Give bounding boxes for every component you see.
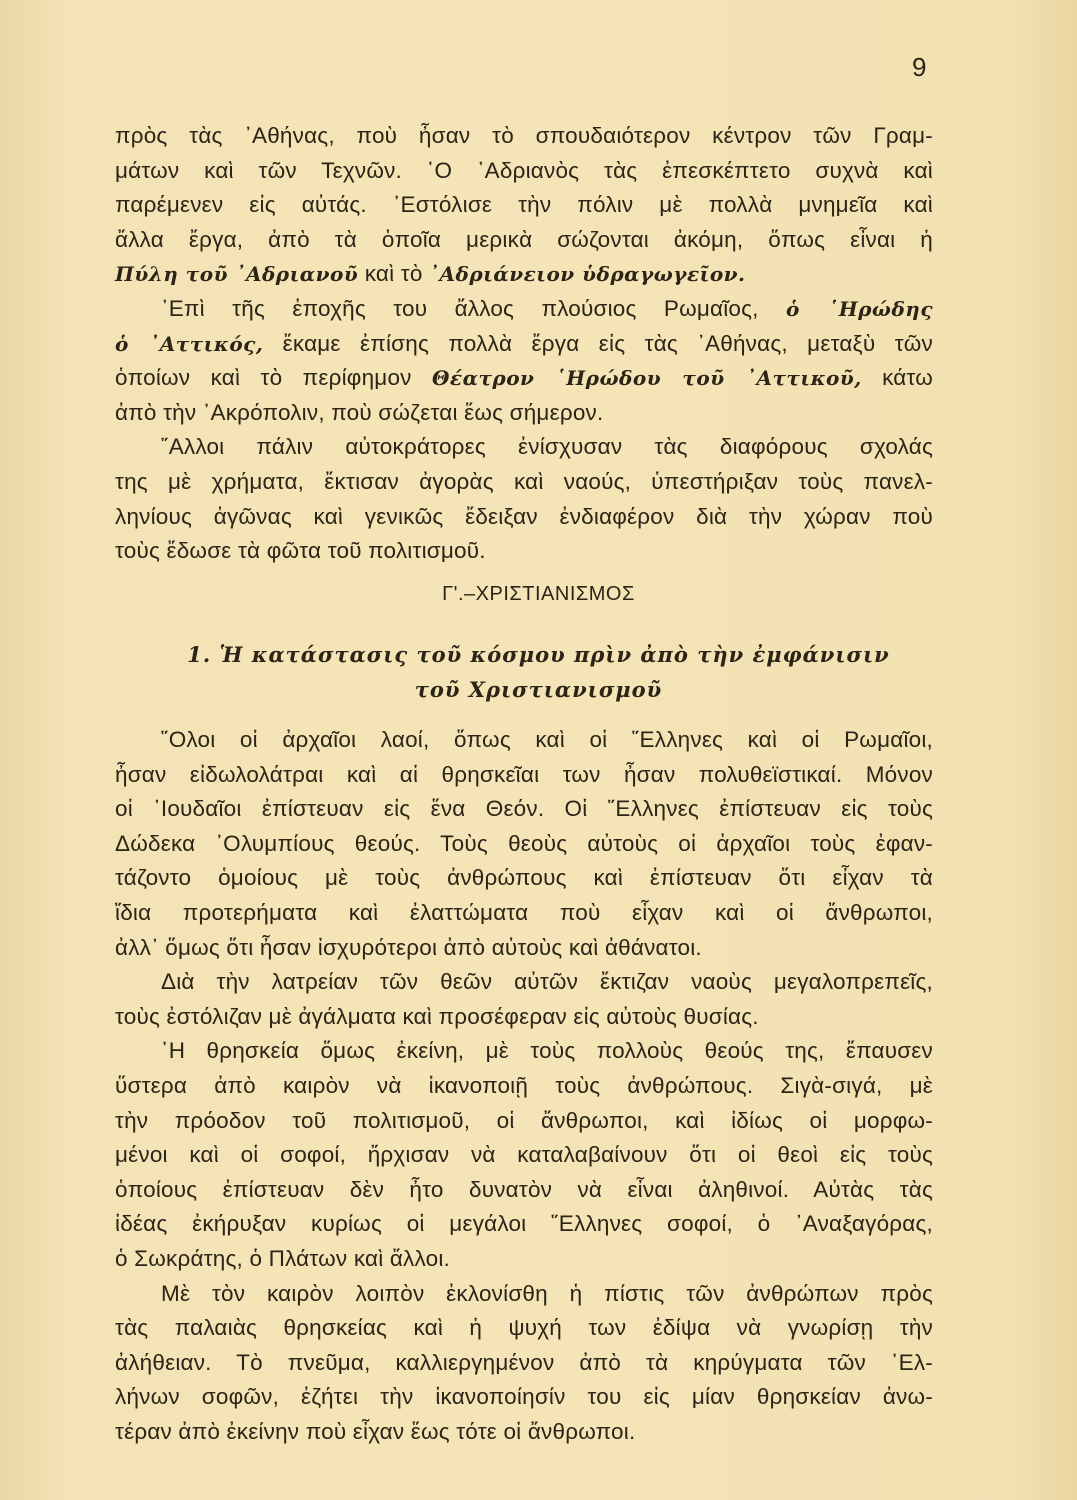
text-line [115, 330, 933, 358]
text-line [115, 934, 933, 962]
text-line [115, 795, 933, 823]
text-segment: πρὸς τὰς ᾿Αθήνας, ποὺ ἦσαν τὸ σπουδαιότερον κέντρον τῶν Γραμ- [115, 123, 933, 148]
text-segment: ὕστερα ἀπὸ καιρὸν νὰ ἱκανοποιῇ τοὺς ἀνθρώπους. Σιγὰ-σιγά, μὲ [115, 1073, 933, 1098]
text-segment: ἦσαν εἰδωλολάτραι καὶ αἱ θρησκεῖαι των ἦσαν πολυθεϊστικαί. Μόνον [115, 761, 933, 787]
text-segment: Διὰ τὴν λατρείαν τῶν θεῶν αὐτῶν ἔκτιζαν ναοὺς μεγαλοπρεπεῖς, [161, 969, 933, 995]
text-segment: καὶ τὸ [358, 261, 430, 287]
text-segment: Δώδεκα ᾿Ολυμπίους θεούς. Τοὺς θεοὺς αὐτοὺς οἱ ἀρχαῖοι τοὺς ἐφαν- [115, 830, 933, 856]
text-segment: κάτω [861, 365, 933, 391]
text-line [115, 1314, 933, 1342]
text-segment: μένοι καὶ οἱ σοφοί, ἤρχισαν νὰ καταλαβαίνουν ὅτι οἱ θεοὶ εἰς τοὺς [115, 1142, 933, 1168]
text-line [115, 1176, 933, 1204]
text-line [115, 1383, 933, 1411]
bold-term: Θέατρον ῾Ηρώδου τοῦ ᾿Αττικοῦ, [431, 366, 862, 391]
page-number: 9 [912, 52, 927, 82]
text-line [115, 295, 933, 323]
text-segment: ληνίους ἀγῶνας καὶ γενικῶς ἔδειξαν ἐνδιαφέρον διὰ τὴν χώραν ποὺ [115, 503, 933, 529]
text-line [115, 122, 933, 150]
text-segment: ἀπὸ τὴν ᾿Ακρόπολιν, ποὺ σώζεται ἕως σήμερον. [115, 399, 604, 425]
text-line [115, 537, 933, 565]
text-segment: τὰς παλαιὰς θρησκείας καὶ ἡ ψυχή των ἐδίψα νὰ γνωρίσῃ τὴν [115, 1315, 933, 1341]
text-line [115, 399, 933, 427]
chapter-title-line-2: τοῦ Χριστιανισμοῦ [414, 677, 663, 702]
text-segment: ἔκαμε ἐπίσης πολλὰ ἔργα εἰς τὰς ᾿Αθήνας, μεταξὺ τῶν [263, 330, 933, 356]
text-segment: ἄλλα ἔργα, ἀπὸ τὰ ὁποῖα μερικὰ σώζονται ἀκόμη, ὅπως εἶναι ἡ [115, 226, 933, 252]
text-segment: τάζοντο ὁμοίους μὲ τοὺς ἀνθρώπους καὶ ἐπίστευαν ὅτι εἶχαν τὰ [115, 865, 933, 891]
text-segment: παρέμενεν εἰς αὐτάς. ᾿Εστόλισε τὴν πόλιν μὲ πολλὰ μνημεῖα καὶ [115, 192, 933, 218]
chapter-title-line-1: 1. Ἡ κατάστασις τοῦ κόσμου πρὶν ἀπὸ τὴν ἐμφάνισιν [187, 642, 890, 667]
text-line [115, 503, 933, 531]
text-segment: ἴδια προτερήματα καὶ ἐλαττώματα ποὺ εἶχαν καὶ οἱ ἄνθρωποι, [115, 900, 933, 925]
text-segment: της μὲ χρήματα, ἔκτισαν ἀγορὰς καὶ ναούς, ὑπεστήριξαν τοὺς πανελ- [115, 469, 933, 494]
text-line [115, 761, 933, 789]
text-segment: ὁποίους ἐπίστευαν δὲν ἦτο δυνατὸν νὰ εἶναι ἀληθινοί. Αὐτὰς τὰς [115, 1176, 933, 1202]
text-line [115, 1141, 933, 1169]
text-segment: τὴν πρόοδον τοῦ πολιτισμοῦ, οἱ ἄνθρωποι, καὶ ἰδίως οἱ μορφω- [115, 1107, 933, 1133]
text-line [115, 226, 933, 254]
text-line [115, 157, 933, 185]
text-line [115, 1245, 933, 1273]
text-line [115, 1418, 933, 1446]
text-line [115, 1210, 933, 1238]
text-segment: ὁποίων καὶ τὸ περίφημον [115, 365, 432, 391]
text-segment: ἰδέας ἐκήρυξαν κυρίως οἱ μεγάλοι ῞Ελληνες σοφοί, ὁ ᾿Αναξαγόρας, [115, 1211, 933, 1237]
text-segment: λήνων σοφῶν, ἐζήτει τὴν ἱκανοποίησίν του εἰς μίαν θρησκείαν ἀνω- [115, 1384, 933, 1410]
text-segment: ὁ Σωκράτης, ὁ Πλάτων καὶ ἄλλοι. [115, 1246, 450, 1271]
text-line [115, 191, 933, 219]
bold-term: ᾿Αδριάνειον ὑδραγωγεῖον. [429, 262, 746, 287]
text-line [115, 1280, 933, 1308]
text-line [115, 1037, 933, 1065]
text-segment: οἱ ᾿Ιουδαῖοι ἐπίστευαν εἰς ἕνα Θεόν. Οἱ ῞Ελληνες ἐπίστευαν εἰς τοὺς [115, 796, 933, 822]
text-line [115, 864, 933, 892]
text-segment: ᾿Επὶ τῆς ἐποχῆς του ἄλλος πλούσιος Ρωμαῖος, [161, 296, 786, 321]
text-segment: τοὺς ἔδωσε τὰ φῶτα τοῦ πολιτισμοῦ. [115, 538, 486, 564]
bold-term: ὁ ᾿Αττικός, [115, 331, 264, 356]
text-segment: Μὲ τὸν καιρὸν λοιπὸν ἐκλονίσθη ἡ πίστις τῶν ἀνθρώπων πρὸς [161, 1280, 933, 1306]
text-line [115, 1072, 933, 1100]
text-line [115, 1107, 933, 1135]
text-line [115, 1349, 933, 1377]
text-segment: τέραν ἀπὸ ἐκείνην ποὺ εἶχαν ἕως τότε οἱ ἄνθρωποι. [115, 1419, 636, 1444]
text-segment: ῎Αλλοι πάλιν αὐτοκράτορες ἐνίσχυσαν τὰς διαφόρους σχολάς [161, 434, 933, 460]
bold-term: Πύλη τοῦ ᾿Αδριανοῦ [115, 262, 359, 287]
text-segment: ῞Ολοι οἱ ἀρχαῖοι λαοί, ὅπως καὶ οἱ ῞Ελληνες καὶ οἱ Ρωμαῖοι, [161, 727, 933, 752]
text-line [115, 468, 933, 496]
text-line [115, 260, 933, 288]
text-segment: ἀλήθειαν. Τὸ πνεῦμα, καλλιεργημένον ἀπὸ τὰ κηρύγματα τῶν ῾Ελ- [115, 1349, 933, 1375]
text-segment: ἀλλ᾿ ὅμως ὅτι ἦσαν ἰσχυρότεροι ἀπὸ αὐτοὺς καὶ ἀθάνατοι. [115, 934, 702, 960]
bold-term: ὁ ῾Ηρώδης [786, 297, 933, 321]
text-line [115, 726, 933, 754]
text-line [115, 899, 933, 927]
text-segment: τοὺς ἐστόλιζαν μὲ ἀγάλματα καὶ προσέφεραν εἰς αὐτοὺς θυσίας. [115, 1003, 759, 1029]
text-line [115, 1003, 933, 1031]
section-heading: Γ'.–ΧΡΙΣΤΙΑΝΙΣΜΟΣ [442, 583, 635, 605]
text-segment: μάτων καὶ τῶν Τεχνῶν. ῾Ο ᾿Αδριανὸς τὰς ἐπεσκέπτετο συχνὰ καὶ [115, 157, 933, 183]
text-line [115, 433, 933, 461]
text-line [115, 968, 933, 996]
text-line [115, 364, 933, 392]
text-line [115, 830, 933, 858]
text-segment: ῾Η θρησκεία ὅμως ἐκείνη, μὲ τοὺς πολλοὺς θεούς της, ἔπαυσεν [161, 1038, 933, 1064]
